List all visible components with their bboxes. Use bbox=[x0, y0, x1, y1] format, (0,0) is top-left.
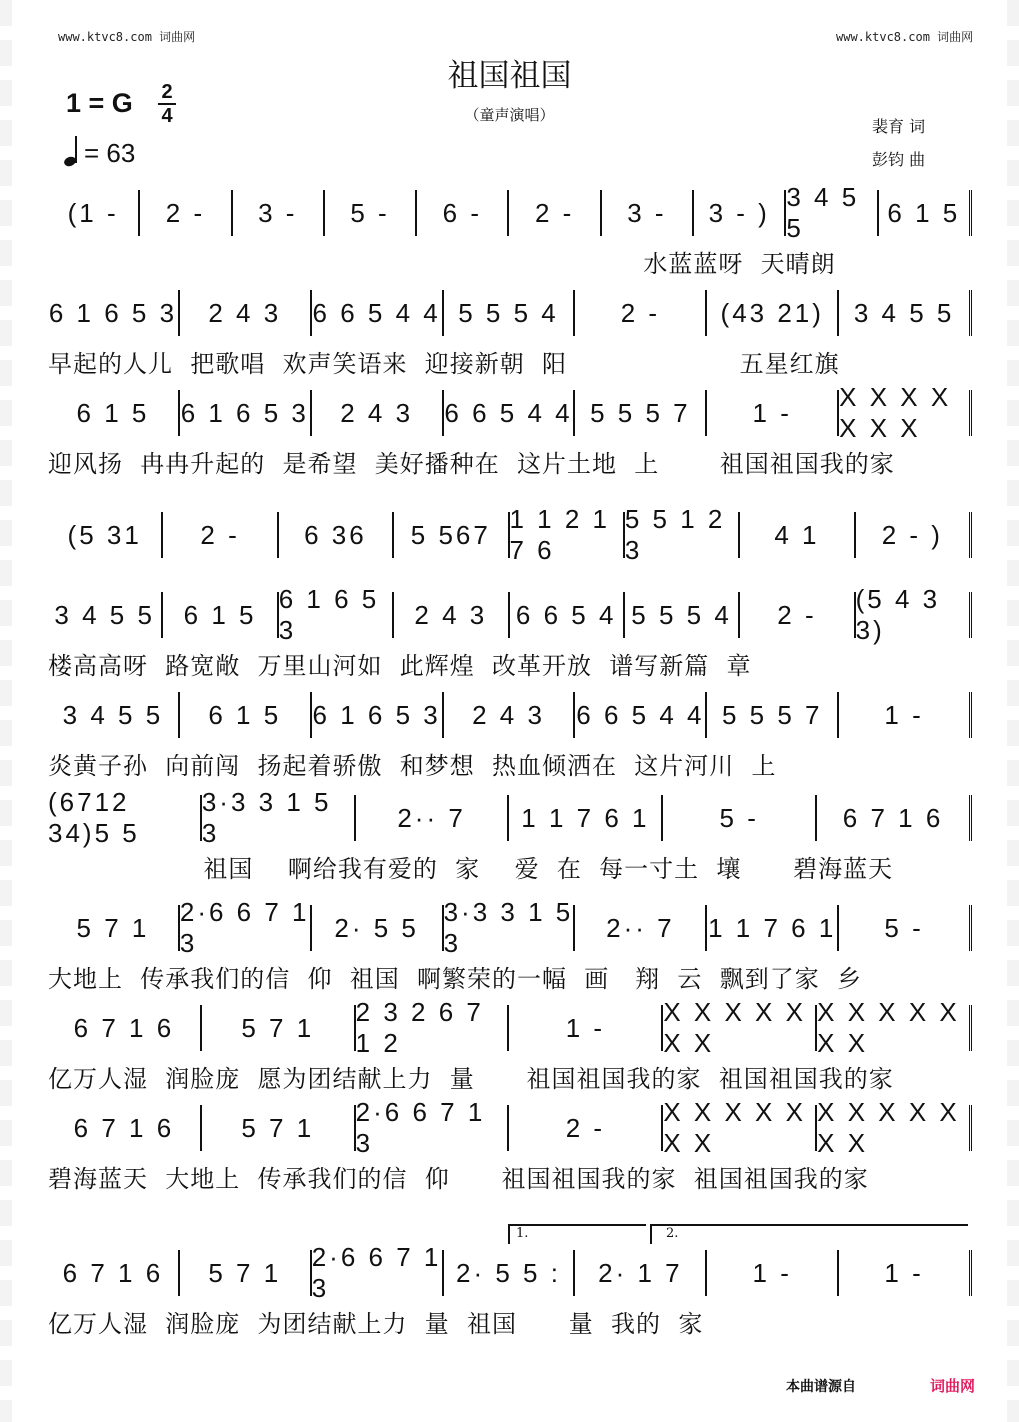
measure: 3·3 3 1 5 3 bbox=[202, 795, 356, 841]
measure: X X X X X X X bbox=[817, 1105, 972, 1151]
measure: 4 1 bbox=[740, 512, 855, 558]
measure: 6 1 5 bbox=[180, 692, 312, 738]
measure: 2·· 7 bbox=[356, 795, 510, 841]
staff-row bbox=[48, 897, 972, 993]
measure: 6 7 1 6 bbox=[48, 1250, 180, 1296]
measure: 5 7 1 bbox=[48, 905, 180, 951]
measure: 3 4 5 5 bbox=[839, 290, 972, 336]
staff-row bbox=[48, 997, 972, 1093]
second-ending-label: 2. bbox=[666, 1226, 679, 1241]
measure: 2 4 3 bbox=[312, 390, 444, 436]
measure: 1 - bbox=[839, 692, 972, 738]
measure: 6 1 6 5 3 bbox=[279, 592, 394, 638]
measure: 2 - bbox=[575, 290, 707, 336]
time-signature-top: 2 bbox=[161, 81, 173, 103]
measure: (6712 34)5 5 bbox=[48, 795, 202, 841]
measure: 3 4 5 5 bbox=[786, 190, 878, 236]
lyric-line: 炎黄子孙 向前闯 扬起着骄傲 和梦想 热血倾洒在 这片河川 上 bbox=[48, 752, 777, 780]
notes-line bbox=[48, 382, 972, 443]
measure: 5 - bbox=[325, 190, 417, 236]
measure: 3·3 3 1 5 3 bbox=[444, 905, 576, 951]
measure: 2 4 3 bbox=[394, 592, 509, 638]
lyric-line: 亿万人湿 润脸庞 愿为团结献上力 量 祖国祖国我的家 祖国祖国我的家 bbox=[48, 1065, 894, 1093]
measure: 1 1 2 1 7 6 bbox=[510, 512, 625, 558]
measure: 6 1 5 bbox=[879, 190, 972, 236]
first-ending-label: 1. bbox=[516, 1226, 529, 1241]
measure: 6 6 5 4 4 bbox=[444, 390, 576, 436]
lyric-line: 祖国 啊给我有爱的 家 爱 在 每一寸土 壤 碧海蓝天 bbox=[48, 855, 894, 883]
measure: 6 1 5 bbox=[163, 592, 278, 638]
notes-line bbox=[48, 692, 972, 738]
staff-row bbox=[48, 382, 972, 478]
measure: 2· 1 7 bbox=[575, 1250, 707, 1296]
measure: 6 7 1 6 bbox=[48, 1005, 202, 1051]
lyric-line: 碧海蓝天 大地上 传承我们的信 仰 祖国祖国我的家 祖国祖国我的家 bbox=[48, 1165, 869, 1193]
measure: 5 567 bbox=[394, 512, 509, 558]
measure: 3 - bbox=[233, 190, 325, 236]
notes-line bbox=[48, 997, 972, 1058]
lyric-line: 水蓝蓝呀 天晴朗 bbox=[48, 250, 836, 278]
measure: 5 5 5 4 bbox=[625, 592, 740, 638]
measure: 2·· 7 bbox=[575, 905, 707, 951]
composer-credit: 彭钧 曲 bbox=[872, 150, 926, 169]
staff-row bbox=[48, 584, 972, 680]
measure: 1 1 7 6 1 bbox=[707, 905, 839, 951]
measure: X X X X X X X bbox=[663, 1005, 817, 1051]
staff-row bbox=[48, 504, 972, 596]
measure: 3 - ) bbox=[694, 190, 786, 236]
measure: 5 7 1 bbox=[202, 1105, 356, 1151]
measure: 2· 5 5 bbox=[312, 905, 444, 951]
notes-line bbox=[48, 1242, 972, 1303]
measure: X X X X X X X bbox=[817, 1005, 972, 1051]
staff-row bbox=[48, 290, 972, 378]
measure: (5 4 3 3) bbox=[856, 592, 972, 638]
measure: 1 1 7 6 1 bbox=[509, 795, 663, 841]
measure: 3 - bbox=[602, 190, 694, 236]
measure: 2 - bbox=[163, 512, 278, 558]
lyric-line: 楼高高呀 路宽敞 万里山河如 此辉煌 改革开放 谱写新篇 章 bbox=[48, 652, 752, 680]
measure: 3 4 5 5 bbox=[48, 592, 163, 638]
staff-row bbox=[48, 182, 972, 278]
measure: 2 4 3 bbox=[444, 692, 576, 738]
song-title: 祖国祖国 bbox=[447, 58, 572, 94]
notes-line bbox=[48, 290, 972, 336]
measure: 5 7 1 bbox=[180, 1250, 312, 1296]
notes-line bbox=[48, 1097, 972, 1158]
song-subtitle: （童声演唱） bbox=[464, 106, 555, 124]
lyric-line: 大地上 传承我们的信 仰 祖国 啊繁荣的一幅 画 翔 云 飘到了家 乡 bbox=[48, 965, 862, 993]
measure: 2·6 6 7 1 3 bbox=[180, 905, 312, 951]
measure: 5 - bbox=[839, 905, 972, 951]
measure: 6 1 6 5 3 bbox=[312, 692, 444, 738]
measure: 3 4 5 5 bbox=[48, 692, 180, 738]
notes-line bbox=[48, 182, 972, 243]
right-watermark-strip bbox=[1007, 0, 1019, 1422]
lyric-line: 亿万人湿 润脸庞 为团结献上力 量 祖国 量 我的 家 bbox=[48, 1310, 704, 1338]
measure: 1 - bbox=[707, 1250, 839, 1296]
measure: 5 5 5 7 bbox=[575, 390, 707, 436]
lyric-line: 早起的人儿 把歌唱 欢声笑语来 迎接新朝 阳 五星红旗 bbox=[48, 350, 840, 378]
lyricist-credit: 裴育 词 bbox=[872, 117, 926, 136]
measure: 2 - bbox=[509, 190, 601, 236]
measure: 6 36 bbox=[279, 512, 394, 558]
measure: 6 7 1 6 bbox=[48, 1105, 202, 1151]
measure: X X X X X X X bbox=[839, 390, 972, 436]
measure: 1 - bbox=[509, 1005, 663, 1051]
measure: 2 3 2 6 7 1 2 bbox=[356, 1005, 510, 1051]
staff-row bbox=[48, 1097, 972, 1193]
measure: 6 7 1 6 bbox=[817, 795, 972, 841]
tempo-value: = 63 bbox=[84, 138, 136, 168]
measure: 6 1 6 5 3 bbox=[48, 290, 180, 336]
measure: 5 5 1 2 3 bbox=[625, 512, 740, 558]
measure: 2 - bbox=[509, 1105, 663, 1151]
measure: 6 6 5 4 bbox=[510, 592, 625, 638]
measure: 5 - bbox=[663, 795, 817, 841]
site-watermark-left: www.ktvc8.com 词曲网 bbox=[58, 30, 196, 44]
first-ending-bracket bbox=[508, 1224, 646, 1244]
measure: 6 6 5 4 4 bbox=[575, 692, 707, 738]
notes-line bbox=[48, 504, 972, 565]
measure: 5 5 5 7 bbox=[707, 692, 839, 738]
measure: (5 31 bbox=[48, 512, 163, 558]
measure: (43 21) bbox=[707, 290, 839, 336]
measure: 2·6 6 7 1 3 bbox=[356, 1105, 510, 1151]
measure: 1 - bbox=[707, 390, 839, 436]
footer-brand-logo: 词曲网 bbox=[930, 1377, 976, 1395]
measure: 5 7 1 bbox=[202, 1005, 356, 1051]
site-watermark-right: www.ktvc8.com 词曲网 bbox=[836, 30, 974, 44]
measure: 6 1 6 5 3 bbox=[180, 390, 312, 436]
tempo-marking bbox=[64, 136, 135, 169]
measure: 2 4 3 bbox=[180, 290, 312, 336]
staff-row bbox=[48, 692, 972, 780]
measure: X X X X X X X bbox=[663, 1105, 817, 1151]
measure: 6 6 5 4 4 bbox=[312, 290, 444, 336]
key-signature: 1 = G bbox=[66, 88, 133, 118]
measure: 2· 5 5 : bbox=[444, 1250, 576, 1296]
time-signature-bottom: 4 bbox=[161, 105, 173, 127]
measure: 2 - bbox=[740, 592, 855, 638]
measure: (1 - bbox=[48, 190, 140, 236]
measure: 2·6 6 7 1 3 bbox=[312, 1250, 444, 1296]
measure: 2 - ) bbox=[856, 512, 972, 558]
measure: 2 - bbox=[140, 190, 232, 236]
staff-row bbox=[48, 787, 972, 883]
staff-row bbox=[48, 1242, 972, 1338]
notes-line bbox=[48, 787, 972, 848]
second-ending-bracket bbox=[650, 1224, 968, 1244]
measure: 6 1 5 bbox=[48, 390, 180, 436]
lyric-line: 迎风扬 冉冉升起的 是希望 美好播种在 这片土地 上 祖国祖国我的家 bbox=[48, 450, 895, 478]
quarter-note-icon bbox=[64, 136, 78, 166]
measure: 6 - bbox=[417, 190, 509, 236]
left-watermark-strip bbox=[0, 0, 12, 1422]
time-signature bbox=[158, 82, 176, 126]
measure: 1 - bbox=[839, 1250, 972, 1296]
footer-source-text: 本曲谱源自 bbox=[786, 1379, 856, 1395]
notes-line bbox=[48, 897, 972, 958]
notes-line bbox=[48, 584, 972, 645]
measure: 5 5 5 4 bbox=[444, 290, 576, 336]
